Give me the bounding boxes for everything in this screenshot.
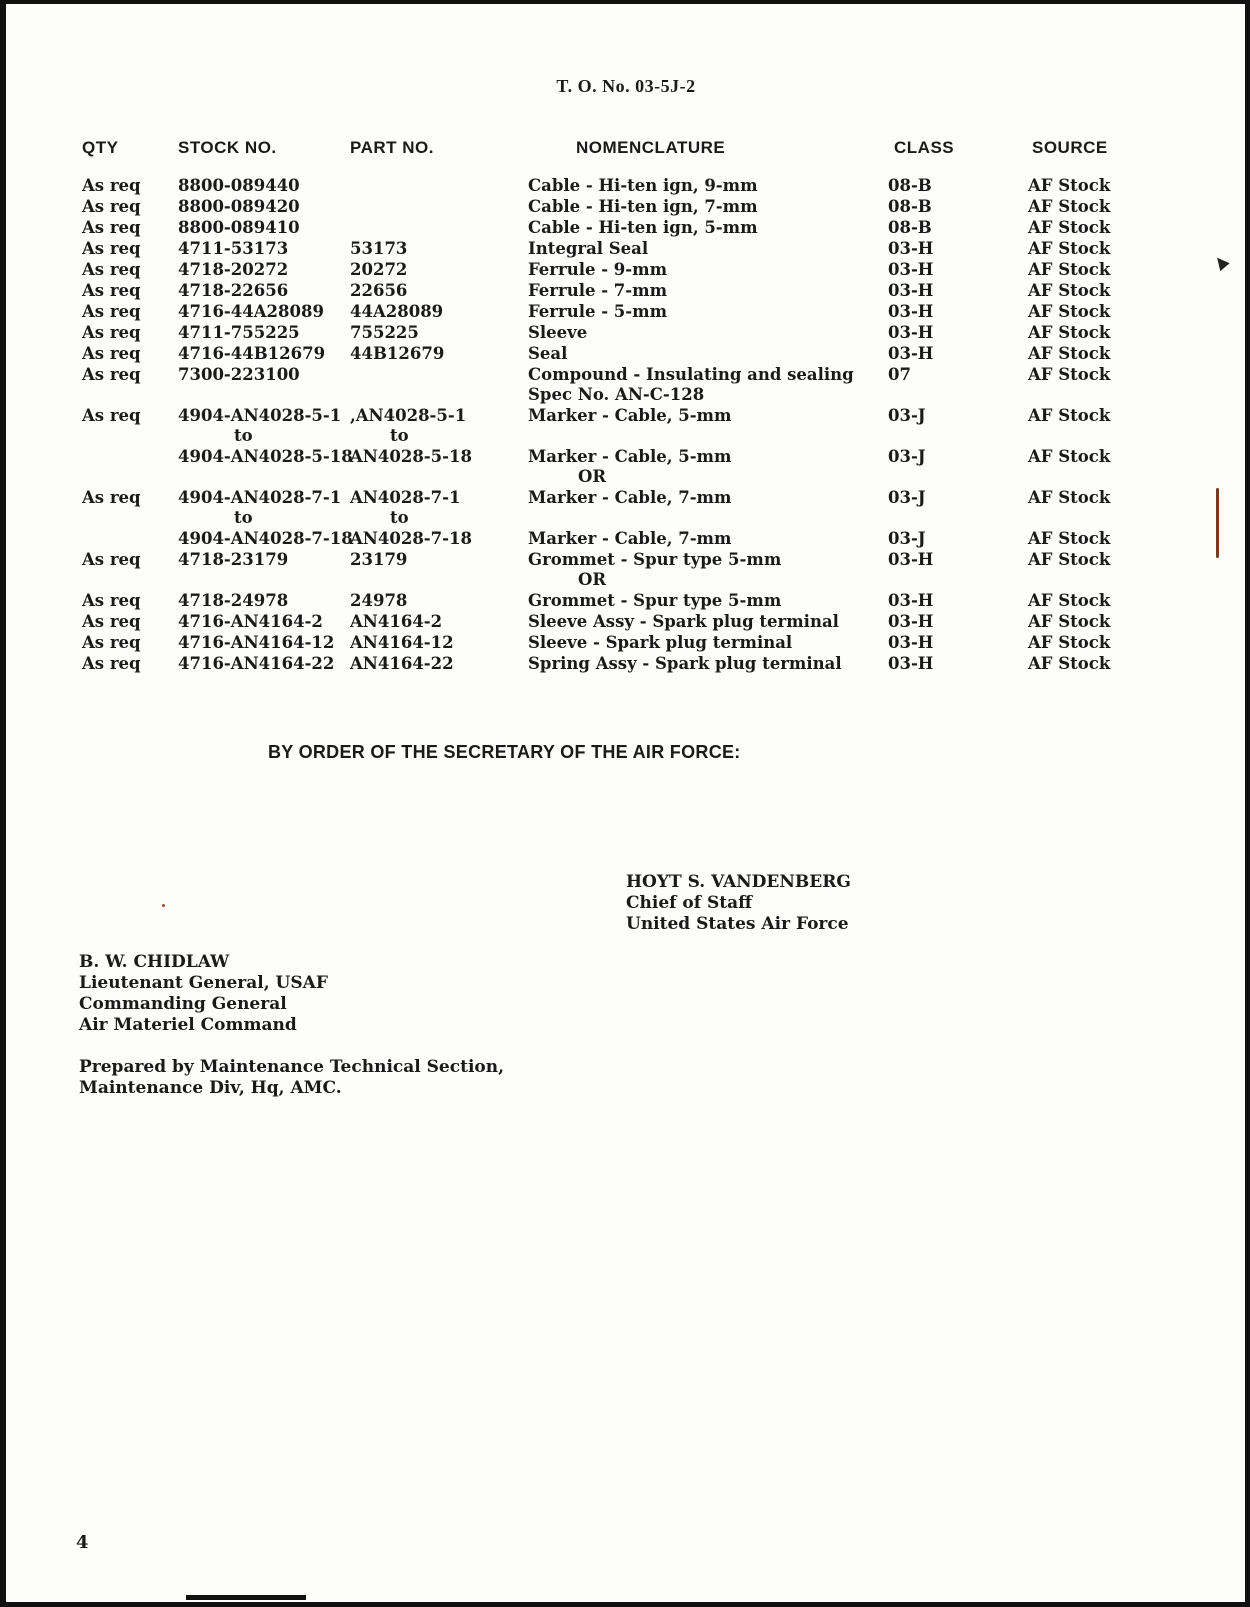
cell-part-to: to	[390, 426, 409, 445]
cell-qty: As req	[82, 323, 141, 342]
cell-source: AF Stock	[1028, 529, 1111, 548]
cell-part-no: 24978	[350, 591, 408, 610]
cell-part-no: AN4164-12	[350, 633, 454, 652]
signature-line: B. W. CHIDLAW	[79, 952, 230, 972]
cell-class: 03-J	[888, 447, 926, 466]
cell-class: 03-H	[888, 654, 934, 673]
table-row	[6, 218, 1246, 239]
cell-source: AF Stock	[1028, 260, 1111, 279]
cell-nomenclature: Grommet - Spur type 5-mm	[528, 550, 782, 569]
cell-nomenclature: Seal	[528, 344, 568, 363]
cell-class: 08-B	[888, 176, 932, 195]
signature-line: Chief of Staff	[626, 893, 753, 913]
cell-class: 03-J	[888, 529, 926, 548]
table-row	[6, 550, 1246, 591]
cell-or: OR	[578, 467, 607, 486]
col-class-header: CLASS	[894, 138, 955, 157]
scan-speck	[162, 904, 165, 907]
cell-nomenclature: Sleeve - Spark plug terminal	[528, 633, 793, 652]
cell-part-no: 53173	[350, 239, 408, 258]
cell-source: AF Stock	[1028, 323, 1111, 342]
cell-stock-no: 4718-24978	[178, 591, 289, 610]
cell-nomenclature: Marker - Cable, 5-mm	[528, 406, 732, 425]
signature-chidlaw	[79, 952, 328, 1036]
col-nomenclature-header: NOMENCLATURE	[576, 138, 726, 157]
cell-class: 03-H	[888, 633, 934, 652]
cell-stock-no: 7300-223100	[178, 365, 300, 384]
cell-source: AF Stock	[1028, 633, 1111, 652]
cell-qty: As req	[82, 176, 141, 195]
cell-stock-no: 8800-089420	[178, 197, 300, 216]
cell-source: AF Stock	[1028, 447, 1111, 466]
cell-qty: As req	[82, 344, 141, 363]
cell-part-no: AN4028-5-18	[350, 447, 472, 466]
cell-stock-no: 4716-44B12679	[178, 344, 326, 363]
cell-class: 03-H	[888, 260, 934, 279]
cell-source: AF Stock	[1028, 197, 1111, 216]
parts-table	[6, 176, 1246, 675]
cell-qty: As req	[82, 591, 141, 610]
table-row	[6, 633, 1246, 654]
table-row	[6, 260, 1246, 281]
col-source-header: SOURCE	[1032, 138, 1108, 157]
cell-part-no: 23179	[350, 550, 408, 569]
cell-qty: As req	[82, 302, 141, 321]
cell-source: AF Stock	[1028, 239, 1111, 258]
cell-stock-no: 4716-AN4164-2	[178, 612, 323, 631]
signature-line: HOYT S. VANDENBERG	[626, 872, 851, 892]
cell-or: OR	[578, 570, 607, 589]
cell-part-no: 20272	[350, 260, 408, 279]
prepared-line: Maintenance Div, Hq, AMC.	[79, 1078, 342, 1098]
prepared-line: Prepared by Maintenance Technical Section,	[79, 1057, 505, 1077]
cell-source: AF Stock	[1028, 654, 1111, 673]
table-row	[6, 654, 1246, 675]
cell-qty: As req	[82, 218, 141, 237]
table-row	[6, 447, 1246, 488]
cell-source: AF Stock	[1028, 302, 1111, 321]
cell-source: AF Stock	[1028, 281, 1111, 300]
cell-part-no: ,AN4028-5-1	[350, 406, 467, 425]
cell-nomenclature: Marker - Cable, 7-mm	[528, 488, 732, 507]
cell-part-to: to	[390, 508, 409, 527]
cell-source: AF Stock	[1028, 550, 1111, 569]
cell-nomenclature: Ferrule - 7-mm	[528, 281, 668, 300]
cell-stock-to: to	[234, 508, 253, 527]
cell-nomenclature: Sleeve Assy - Spark plug terminal	[528, 612, 839, 631]
col-part-header: PART NO.	[350, 138, 434, 157]
cell-part-no: AN4028-7-1	[350, 488, 461, 507]
cell-stock-no: 4711-53173	[178, 239, 289, 258]
cell-stock-no: 4711-755225	[178, 323, 300, 342]
signature-line: United States Air Force	[626, 914, 849, 934]
scan-arrow-mark: ▲	[1209, 250, 1231, 273]
cell-source: AF Stock	[1028, 365, 1111, 384]
cell-class: 03-H	[888, 591, 934, 610]
cell-source: AF Stock	[1028, 406, 1111, 425]
cell-class: 08-B	[888, 197, 932, 216]
cell-part-no: 44A28089	[350, 302, 444, 321]
signature-line: Lieutenant General, USAF	[79, 973, 328, 993]
cell-nomenclature: Cable - Hi-ten ign, 7-mm	[528, 197, 758, 216]
cell-stock-no: 4716-AN4164-12	[178, 633, 335, 652]
table-row	[6, 529, 1246, 550]
cell-stock-no: 4716-AN4164-22	[178, 654, 335, 673]
cell-part-no: AN4164-2	[350, 612, 443, 631]
cell-source: AF Stock	[1028, 176, 1111, 195]
cell-class: 03-H	[888, 302, 934, 321]
cell-part-no: AN4028-7-18	[350, 529, 472, 548]
cell-class: 03-J	[888, 488, 926, 507]
cell-source: AF Stock	[1028, 612, 1111, 631]
table-row	[6, 406, 1246, 447]
cell-class: 08-B	[888, 218, 932, 237]
cell-stock-no: 4904-AN4028-7-1	[178, 488, 342, 507]
table-row	[6, 323, 1246, 344]
cell-nomenclature: Marker - Cable, 7-mm	[528, 529, 732, 548]
cell-nomenclature: Marker - Cable, 5-mm	[528, 447, 732, 466]
cell-class: 03-H	[888, 550, 934, 569]
cell-stock-no: 8800-089410	[178, 218, 300, 237]
col-stock-header: STOCK NO.	[178, 138, 277, 157]
cell-nomenclature: Cable - Hi-ten ign, 9-mm	[528, 176, 758, 195]
cell-class: 03-H	[888, 323, 934, 342]
cell-qty: As req	[82, 633, 141, 652]
table-row	[6, 239, 1246, 260]
scan-edge-mark	[186, 1595, 306, 1600]
margin-mark	[1216, 488, 1219, 558]
cell-qty: As req	[82, 550, 141, 569]
col-qty-header: QTY	[82, 138, 119, 157]
cell-nomenclature: Ferrule - 5-mm	[528, 302, 668, 321]
signature-line: Commanding General	[79, 994, 287, 1014]
cell-class: 07	[888, 365, 911, 384]
cell-stock-no: 4718-22656	[178, 281, 289, 300]
cell-class: 03-H	[888, 239, 934, 258]
table-row	[6, 488, 1246, 529]
cell-nomenclature: Spring Assy - Spark plug terminal	[528, 654, 842, 673]
cell-class: 03-J	[888, 406, 926, 425]
cell-qty: As req	[82, 197, 141, 216]
order-line: BY ORDER OF THE SECRETARY OF THE AIR FORCE:	[268, 742, 741, 762]
table-row	[6, 197, 1246, 218]
cell-nomenclature: Cable - Hi-ten ign, 5-mm	[528, 218, 758, 237]
table-row	[6, 302, 1246, 323]
cell-part-no: 755225	[350, 323, 419, 342]
cell-stock-no: 4904-AN4028-5-1	[178, 406, 342, 425]
cell-part-no: 44B12679	[350, 344, 445, 363]
signature-vandenberg	[626, 872, 851, 935]
cell-source: AF Stock	[1028, 344, 1111, 363]
cell-qty: As req	[82, 239, 141, 258]
cell-source: AF Stock	[1028, 488, 1111, 507]
cell-nomenclature: Sleeve	[528, 323, 588, 342]
cell-class: 03-H	[888, 612, 934, 631]
cell-part-no: 22656	[350, 281, 408, 300]
cell-stock-no: 4718-23179	[178, 550, 289, 569]
cell-qty: As req	[82, 612, 141, 631]
cell-stock-no: 4904-AN4028-7-18	[178, 529, 353, 548]
cell-nomenclature: Grommet - Spur type 5-mm	[528, 591, 782, 610]
to-number: T. O. No. 03-5J-2	[556, 76, 696, 96]
cell-qty: As req	[82, 654, 141, 673]
table-row	[6, 591, 1246, 612]
cell-stock-no: 4904-AN4028-5-18	[178, 447, 353, 466]
cell-nomenclature: Ferrule - 9-mm	[528, 260, 668, 279]
cell-qty: As req	[82, 406, 141, 425]
prepared-by	[79, 1057, 504, 1099]
cell-stock-no: 4716-44A28089	[178, 302, 324, 321]
cell-class: 03-H	[888, 281, 934, 300]
cell-qty: As req	[82, 260, 141, 279]
cell-qty: As req	[82, 365, 141, 384]
cell-stock-no: 4718-20272	[178, 260, 289, 279]
cell-qty: As req	[82, 488, 141, 507]
cell-source: AF Stock	[1028, 591, 1111, 610]
table-row	[6, 281, 1246, 302]
cell-qty: As req	[82, 281, 141, 300]
page-number: 4	[76, 1532, 89, 1553]
cell-class: 03-H	[888, 344, 934, 363]
table-row	[6, 612, 1246, 633]
cell-nomenclature: Integral Seal	[528, 239, 649, 258]
table-row	[6, 176, 1246, 197]
cell-stock-to: to	[234, 426, 253, 445]
table-row	[6, 365, 1246, 406]
cell-nomenclature: Compound - Insulating and sealing	[528, 365, 854, 384]
cell-source: AF Stock	[1028, 218, 1111, 237]
cell-nomenclature-cont: Spec No. AN-C-128	[528, 385, 705, 404]
cell-part-no: AN4164-22	[350, 654, 454, 673]
table-row	[6, 344, 1246, 365]
cell-stock-no: 8800-089440	[178, 176, 300, 195]
signature-line: Air Materiel Command	[79, 1015, 297, 1035]
